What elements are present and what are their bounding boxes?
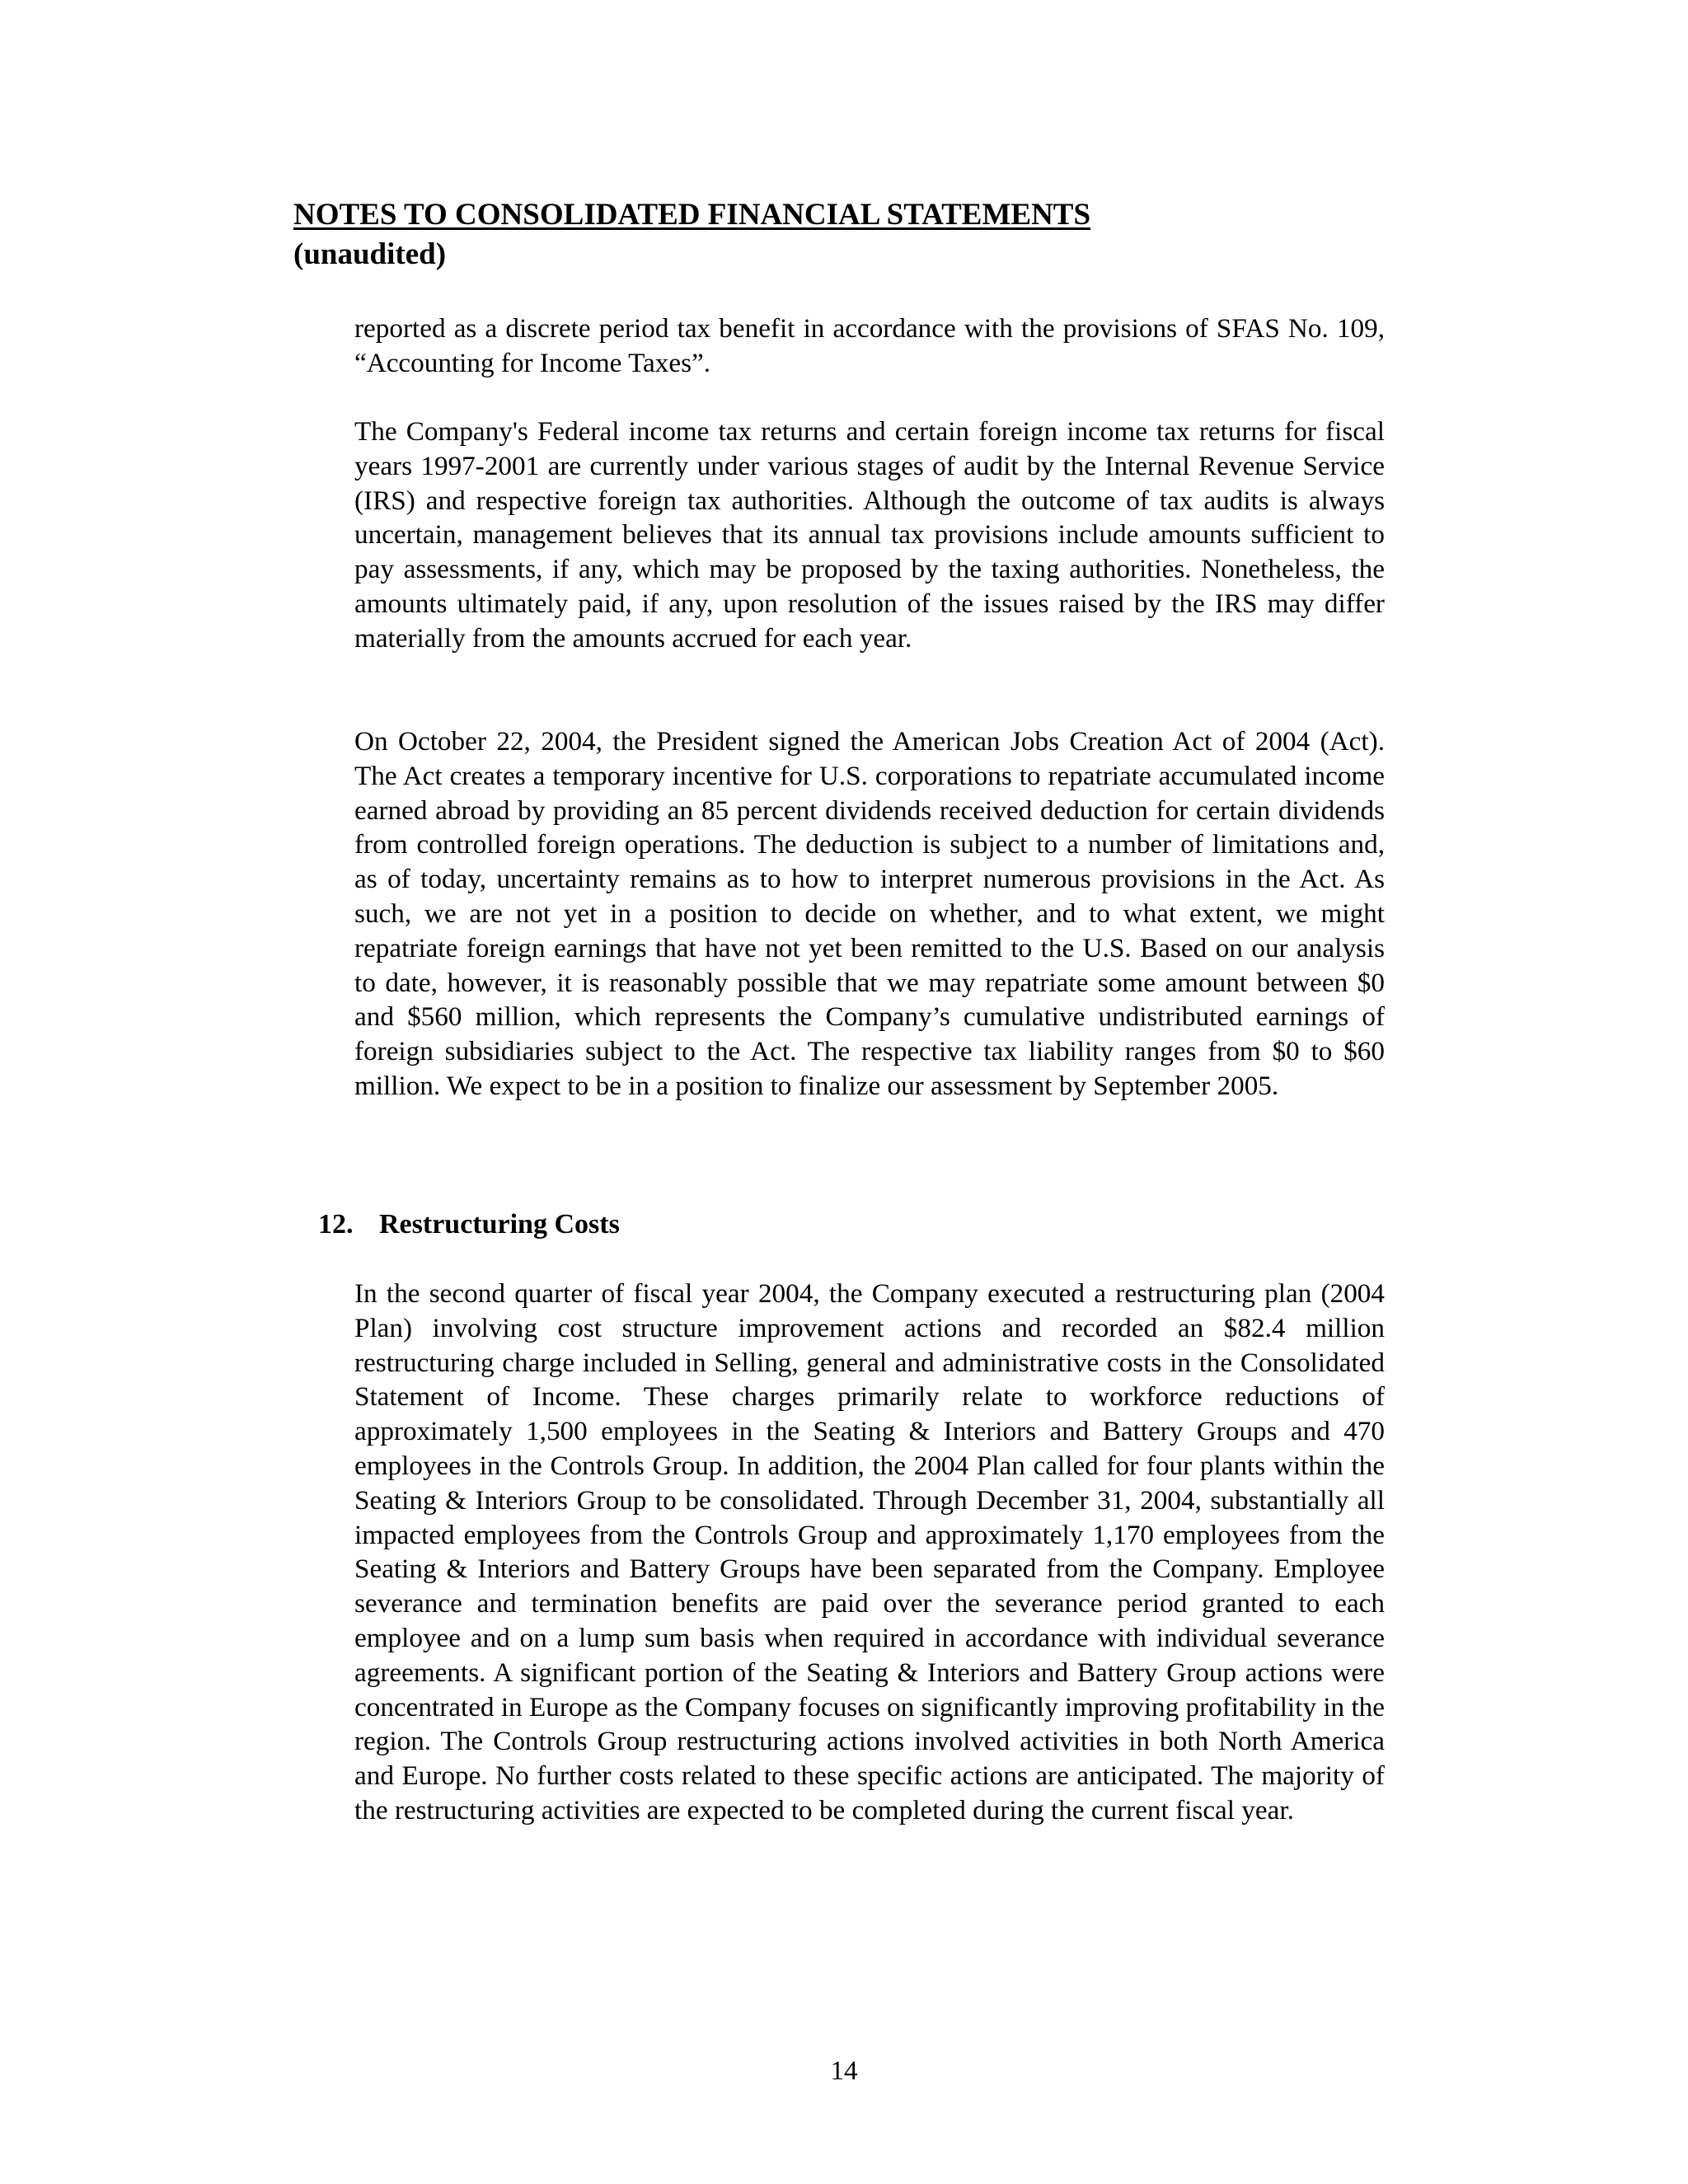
page-number: 14 bbox=[830, 2056, 858, 2086]
section-heading-restructuring bbox=[318, 1207, 620, 1242]
section-title: Restructuring Costs bbox=[379, 1209, 620, 1240]
section-number: 12. bbox=[318, 1209, 354, 1240]
page-title: NOTES TO CONSOLIDATED FINANCIAL STATEMENTS bbox=[293, 198, 1091, 232]
page-subtitle: (unaudited) bbox=[293, 237, 447, 271]
paragraph-jobs-creation-act: On October 22, 2004, the President signed the American Jobs Creation Act of 2004 (Act). The Act creates a temporary incentive for U.S. corporations to repatriate accumulated income earned abroad by providing an 85 percent dividends received deduction for certain dividends from controlled foreign operations. The deduction is subject to a number of limitations and, as of today, uncertainty remains as to how to interpret numerous provisions in the Act. As such, we are not yet in a position to decide on whether, and to what extent, we might repatriate foreign earnings that have not yet been remitted to the U.S. Based on our analysis to date, however, it is reasonably possible that we may repatriate some amount between $0 and $560 million, which represents the Company’s cumulative undistributed earnings of foreign subsidiaries subject to the Act. The respective tax liability ranges from $0 to $60 million. We expect to be in a position to finalize our assessment by September 2005. bbox=[354, 726, 1385, 1101]
paragraph-tax-benefit: reported as a discrete period tax benefit in accordance with the provisions of SFAS No. 109, “Accounting for Income Taxes”. bbox=[354, 313, 1385, 378]
paragraph-tax-audits: The Company's Federal income tax returns and certain foreign income tax returns for fiscal years 1997-2001 are currently under various stages of audit by the Internal Revenue Service (IRS) and respective foreign tax authorities. Although the outcome of tax audits is always uncertain, management believes that its annual tax provisions include amounts sufficient to pay assessments, if any, which may be proposed by the taxing authorities. Nonetheless, the amounts ultimately paid, if any, upon resolution of the issues raised by the IRS may differ materially from the amounts accrued for each year. bbox=[354, 416, 1385, 654]
paragraph-restructuring-plan: In the second quarter of fiscal year 2004, the Company executed a restructuring plan (2004 Plan) involving cost structure improvement actions and recorded an $82.4 million restructuring charge included in Selling, general and administrative costs in the Consolidated Statement of Income. These charges primarily relate to workforce reductions of approximately 1,500 employees in the Seating & Interiors and Battery Groups and 470 employees in the Controls Group. In addition, the 2004 Plan called for four plants within the Seating & Interiors Group to be consolidated. Through December 31, 2004, substantially all impacted employees from the Controls Group and approximately 1,170 employees from the Seating & Interiors and Battery Groups have been separated from the Company. Employee severance and termination benefits are paid over the severance period granted to each employee and on a lump sum basis when required in accordance with individual severance agreements. A significant portion of the Seating & Interiors and Battery Group actions were concentrated in Europe as the Company focuses on significantly improving profitability in the region. The Controls Group restructuring actions involved activities in both North America and Europe. No further costs related to these specific actions are anticipated. The majority of the restructuring activities are expected to be completed during the current fiscal year. bbox=[354, 1278, 1385, 1825]
